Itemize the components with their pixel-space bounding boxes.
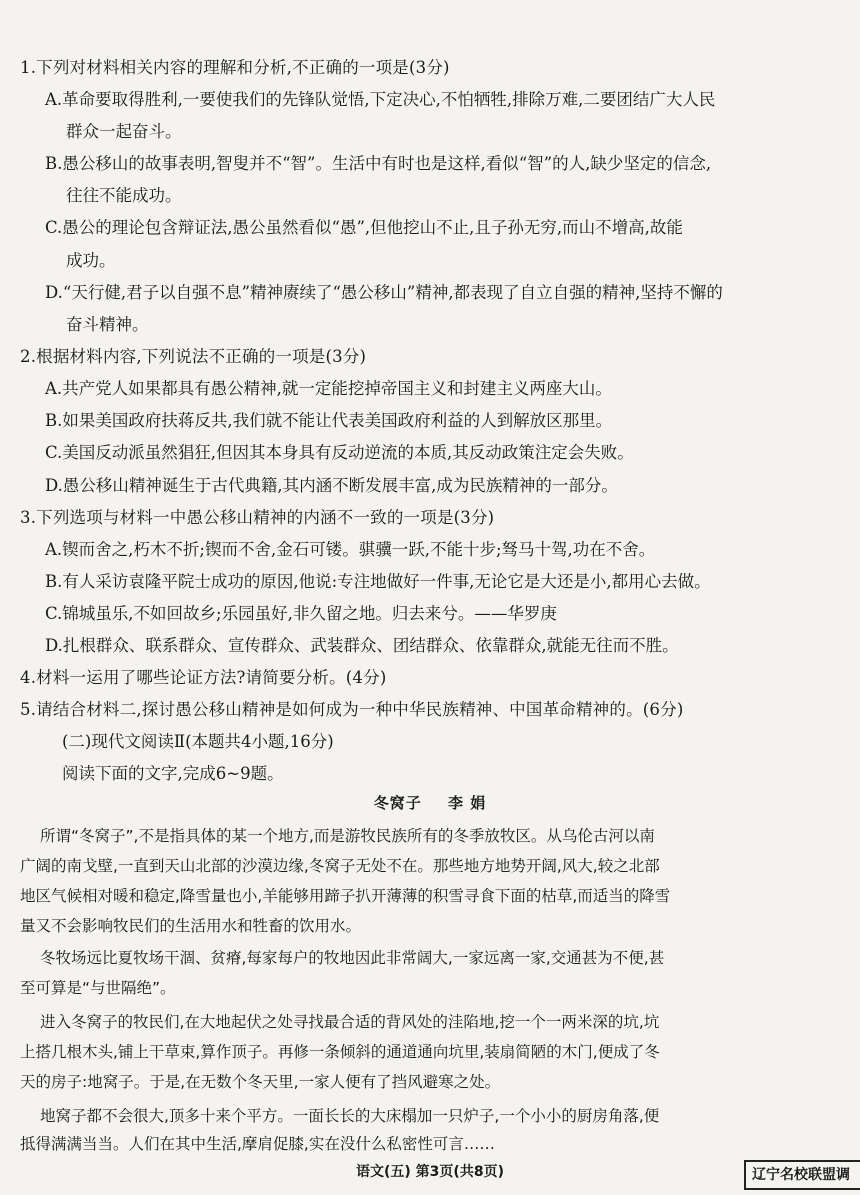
article-p4-line1: 地窝子都不会很大,顶多十来个平方。一面长长的大床榻加一只炉子,一个小小的厨房角落,便 <box>40 1107 660 1125</box>
question-2-option-a: A.共产党人如果都具有愚公精神,就一定能挖掉帝国主义和封建主义两座大山。 <box>45 379 612 398</box>
question-1-option-c-line2: 成功。 <box>66 251 116 270</box>
question-1-option-d-line1: D.“天行健,君子以自强不息”精神赓续了“愚公移山”精神,都表现了自立自强的精神,坚持不懈的 <box>45 283 723 302</box>
article-p1-line3: 地区气候相对暖和稳定,降雪量也小,羊能够用蹄子扒开薄薄的积雪寻食下面的枯草,而适当的降雪 <box>20 887 671 905</box>
article-p1-line2: 广阔的南戈壁,一直到天山北部的沙漠边缘,冬窝子无处不在。那些地方地势开阔,风大,较之北部 <box>20 857 660 875</box>
question-3-stem: 3.下列选项与材料一中愚公移山精神的内涵不一致的一项是(3分) <box>20 508 495 527</box>
question-1-option-c-line1: C.愚公的理论包含辩证法,愚公虽然看似“愚”,但他挖山不止,且子孙无穷,而山不增高,故能 <box>45 218 683 237</box>
question-3-option-b: B.有人采访袁隆平院士成功的原因,他说:专注地做好一件事,无论它是大还是小,都用心去做。 <box>45 572 711 591</box>
question-1-option-a-line2: 群众一起奋斗。 <box>66 122 182 141</box>
alliance-stamp: 辽宁名校联盟调 <box>744 1160 860 1190</box>
article-p1-line4: 量又不会影响牧民们的生活用水和牲畜的饮用水。 <box>20 917 362 935</box>
question-1-stem: 1.下列对材料相关内容的理解和分析,不正确的一项是(3分) <box>20 58 450 77</box>
question-4: 4.材料一运用了哪些论证方法?请简要分析。(4分) <box>20 668 387 687</box>
article-title: 冬窝子 <box>373 794 422 812</box>
question-3-option-a: A.锲而舍之,朽木不折;锲而不舍,金石可镂。骐骥一跃,不能十步;驽马十驾,功在不舍。 <box>45 540 656 559</box>
article-p3-line1: 进入冬窝子的牧民们,在大地起伏之处寻找最合适的背风处的洼陷地,挖一个一两米深的坑,坑 <box>40 1013 660 1031</box>
article-p1-line1: 所谓“冬窝子”,不是指具体的某一个地方,而是游牧民族所有的冬季放牧区。从乌伦古河以南 <box>40 827 655 845</box>
question-1-option-a-line1: A.革命要取得胜利,一要使我们的先锋队觉悟,下定决心,不怕牺牲,排除万难,二要团结广大人民 <box>45 90 716 109</box>
question-1-option-b-line1: B.愚公移山的故事表明,智叟并不“智”。生活中有时也是这样,看似“智”的人,缺少坚定的信念, <box>45 154 712 173</box>
question-2-stem: 2.根据材料内容,下列说法不正确的一项是(3分) <box>20 347 367 366</box>
article-author: 李 娟 <box>448 794 487 812</box>
question-2-option-b: B.如果美国政府扶蒋反共,我们就不能让代表美国政府利益的人到解放区那里。 <box>45 411 613 430</box>
question-3-option-c: C.锦城虽乐,不如回故乡;乐园虽好,非久留之地。归去来兮。——华罗庚 <box>45 604 557 623</box>
article-title-block <box>0 792 860 813</box>
article-p2-line1: 冬牧场远比夏牧场干涸、贫瘠,每家每户的牧地因此非常阔大,一家远离一家,交通甚为不便,甚 <box>40 949 665 967</box>
question-2-option-c: C.美国反动派虽然猖狂,但因其本身具有反动逆流的本质,其反动政策注定会失败。 <box>45 443 634 462</box>
section-heading: (二)现代文阅读Ⅱ(本题共4小题,16分) <box>62 732 334 751</box>
section-instruction: 阅读下面的文字,完成6~9题。 <box>62 764 284 783</box>
article-p3-line3: 天的房子:地窝子。于是,在无数个冬天里,一家人便有了挡风避寒之处。 <box>20 1073 501 1091</box>
article-p2-line2: 至可算是“与世隔绝”。 <box>20 979 176 997</box>
page-footer: 语文(五) 第3页(共8页) <box>356 1164 504 1180</box>
question-1-option-d-line2: 奋斗精神。 <box>66 315 149 334</box>
article-p4-line2: 抵得满满当当。人们在其中生活,摩肩促膝,实在没什么私密性可言…… <box>20 1135 495 1153</box>
article-p3-line2: 上搭几根木头,铺上干草束,算作顶子。再修一条倾斜的通道通向坑里,装扇简陋的木门,便成了冬 <box>20 1043 660 1061</box>
question-5: 5.请结合材料二,探讨愚公移山精神是如何成为一种中华民族精神、中国革命精神的。(6分) <box>20 700 684 719</box>
question-2-option-d: D.愚公移山精神诞生于古代典籍,其内涵不断发展丰富,成为民族精神的一部分。 <box>45 476 618 495</box>
question-1-option-b-line2: 往往不能成功。 <box>66 186 182 205</box>
question-3-option-d: D.扎根群众、联系群众、宣传群众、武装群众、团结群众、依靠群众,就能无往而不胜。 <box>45 636 679 655</box>
